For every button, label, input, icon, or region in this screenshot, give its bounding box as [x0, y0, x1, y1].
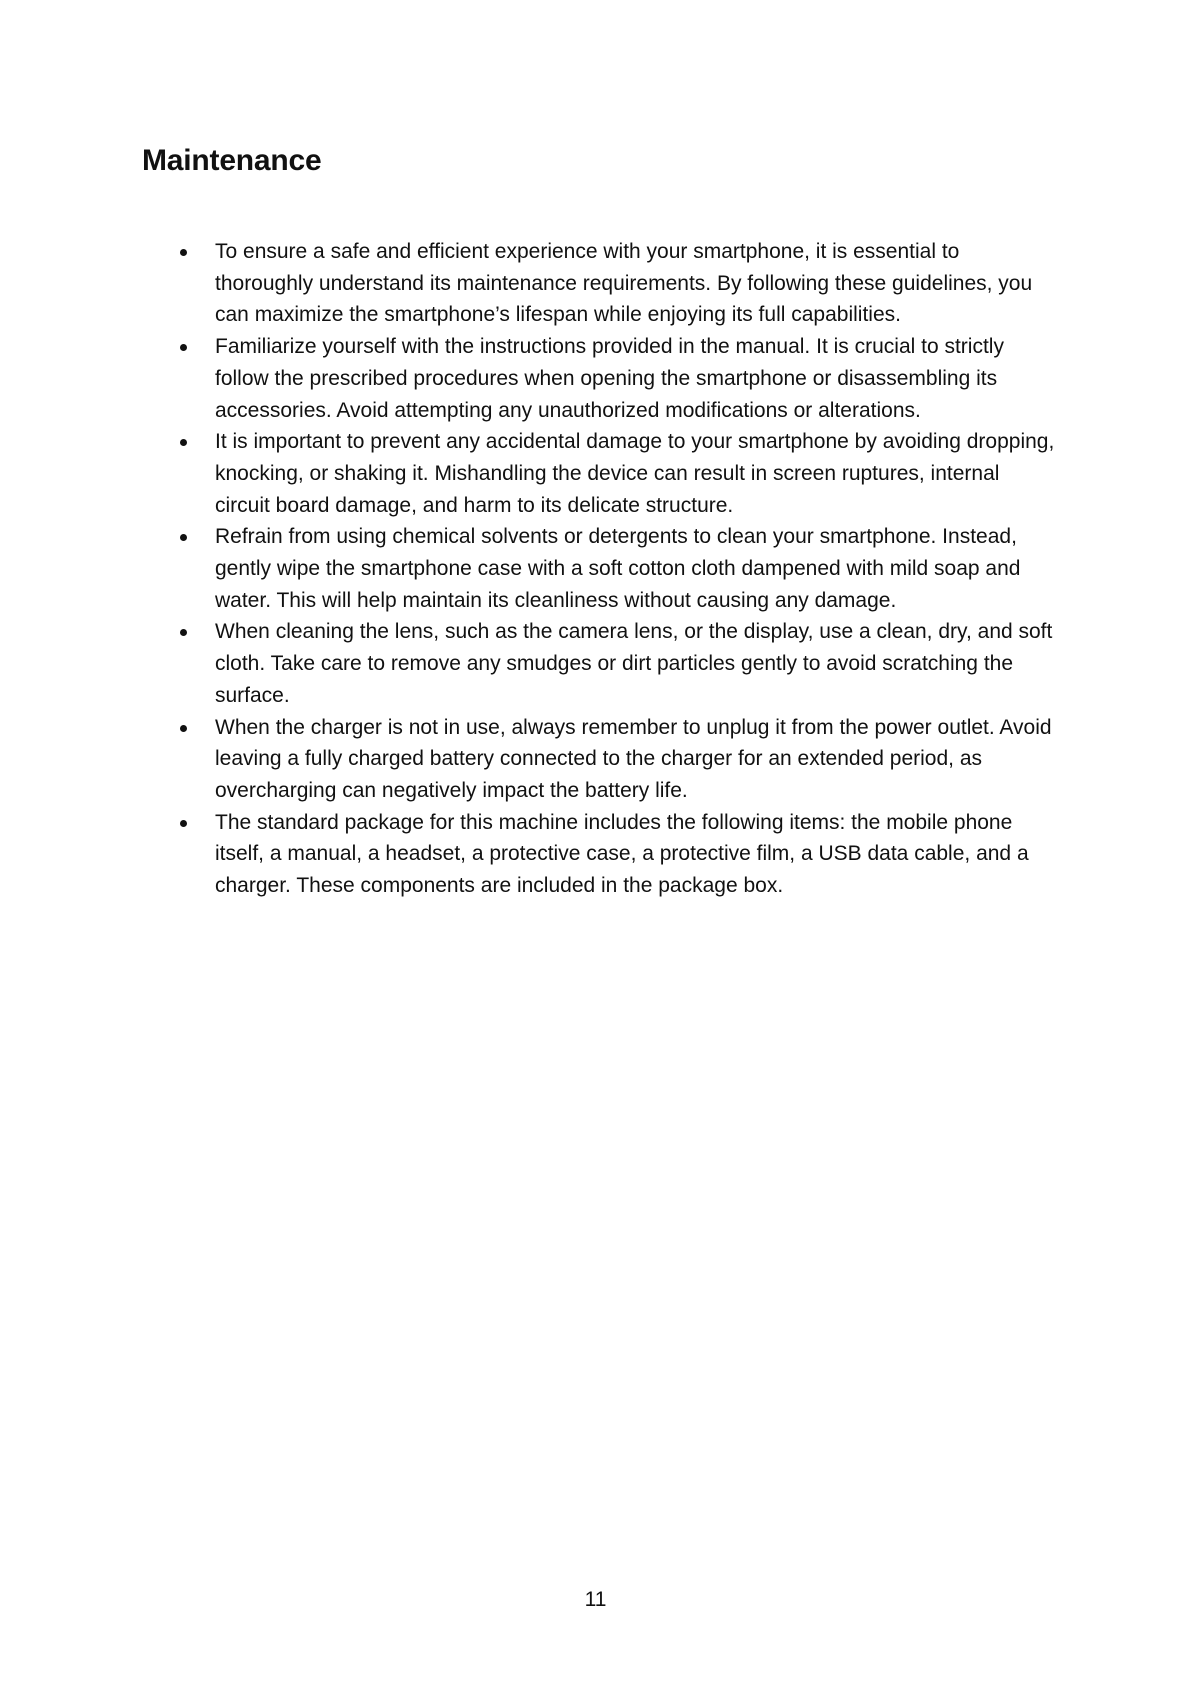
- bullet-text: Familiarize yourself with the instructions provided in the manual. It is crucial to strictly follow the prescribed procedures when opening the smartphone or disassembling its accessories. Avoid attempting any unauthorized modifications or alterations.: [215, 335, 1004, 422]
- maintenance-bullet-list: [178, 236, 1058, 902]
- bullet-item: [178, 331, 1058, 426]
- bullet-dot-icon: [180, 820, 187, 827]
- bullet-item: [178, 807, 1058, 902]
- bullet-dot-icon: [180, 249, 187, 256]
- bullet-item: [178, 236, 1058, 331]
- bullet-dot-icon: [180, 629, 187, 636]
- bullet-text: To ensure a safe and efficient experience with your smartphone, it is essential to thoroughly understand its maintenance requirements. By following these guidelines, you can maximize the smartphone’s lifespan while enjoying its full capabilities.: [215, 240, 1033, 327]
- bullet-item: [178, 712, 1058, 807]
- bullet-item: [178, 426, 1058, 521]
- page-title: Maintenance: [142, 144, 322, 177]
- bullet-dot-icon: [180, 344, 187, 351]
- bullet-text: When cleaning the lens, such as the camera lens, or the display, use a clean, dry, and soft cloth. Take care to remove any smudges or dirt particles gently to avoid scratching the surface.: [215, 620, 1053, 707]
- bullet-text: It is important to prevent any accidental damage to your smartphone by avoiding dropping, knocking, or shaking it. Mishandling the device can result in screen ruptures, internal circuit board damage, and harm to its delicate structure.: [215, 430, 1055, 517]
- bullet-item: [178, 616, 1058, 711]
- bullet-dot-icon: [180, 534, 187, 541]
- bullet-text: Refrain from using chemical solvents or detergents to clean your smartphone. Instead, gently wipe the smartphone case with a soft cotton cloth dampened with mild soap and water. This will help maintain its cleanliness without causing any damage.: [215, 525, 1021, 612]
- page-number: 11: [584, 1588, 607, 1611]
- bullet-text: The standard package for this machine includes the following items: the mobile phone itself, a manual, a headset, a protective case, a protective film, a USB data cable, and a charger. These components are included in the package box.: [215, 810, 1029, 898]
- bullet-text: When the charger is not in use, always remember to unplug it from the power outlet. Avoid leaving a fully charged battery connected to the charger for an extended period, as overcharging can negatively impact the battery life.: [215, 715, 1052, 802]
- bullet-dot-icon: [180, 725, 187, 732]
- bullet-dot-icon: [180, 439, 187, 446]
- bullet-item: [178, 521, 1058, 616]
